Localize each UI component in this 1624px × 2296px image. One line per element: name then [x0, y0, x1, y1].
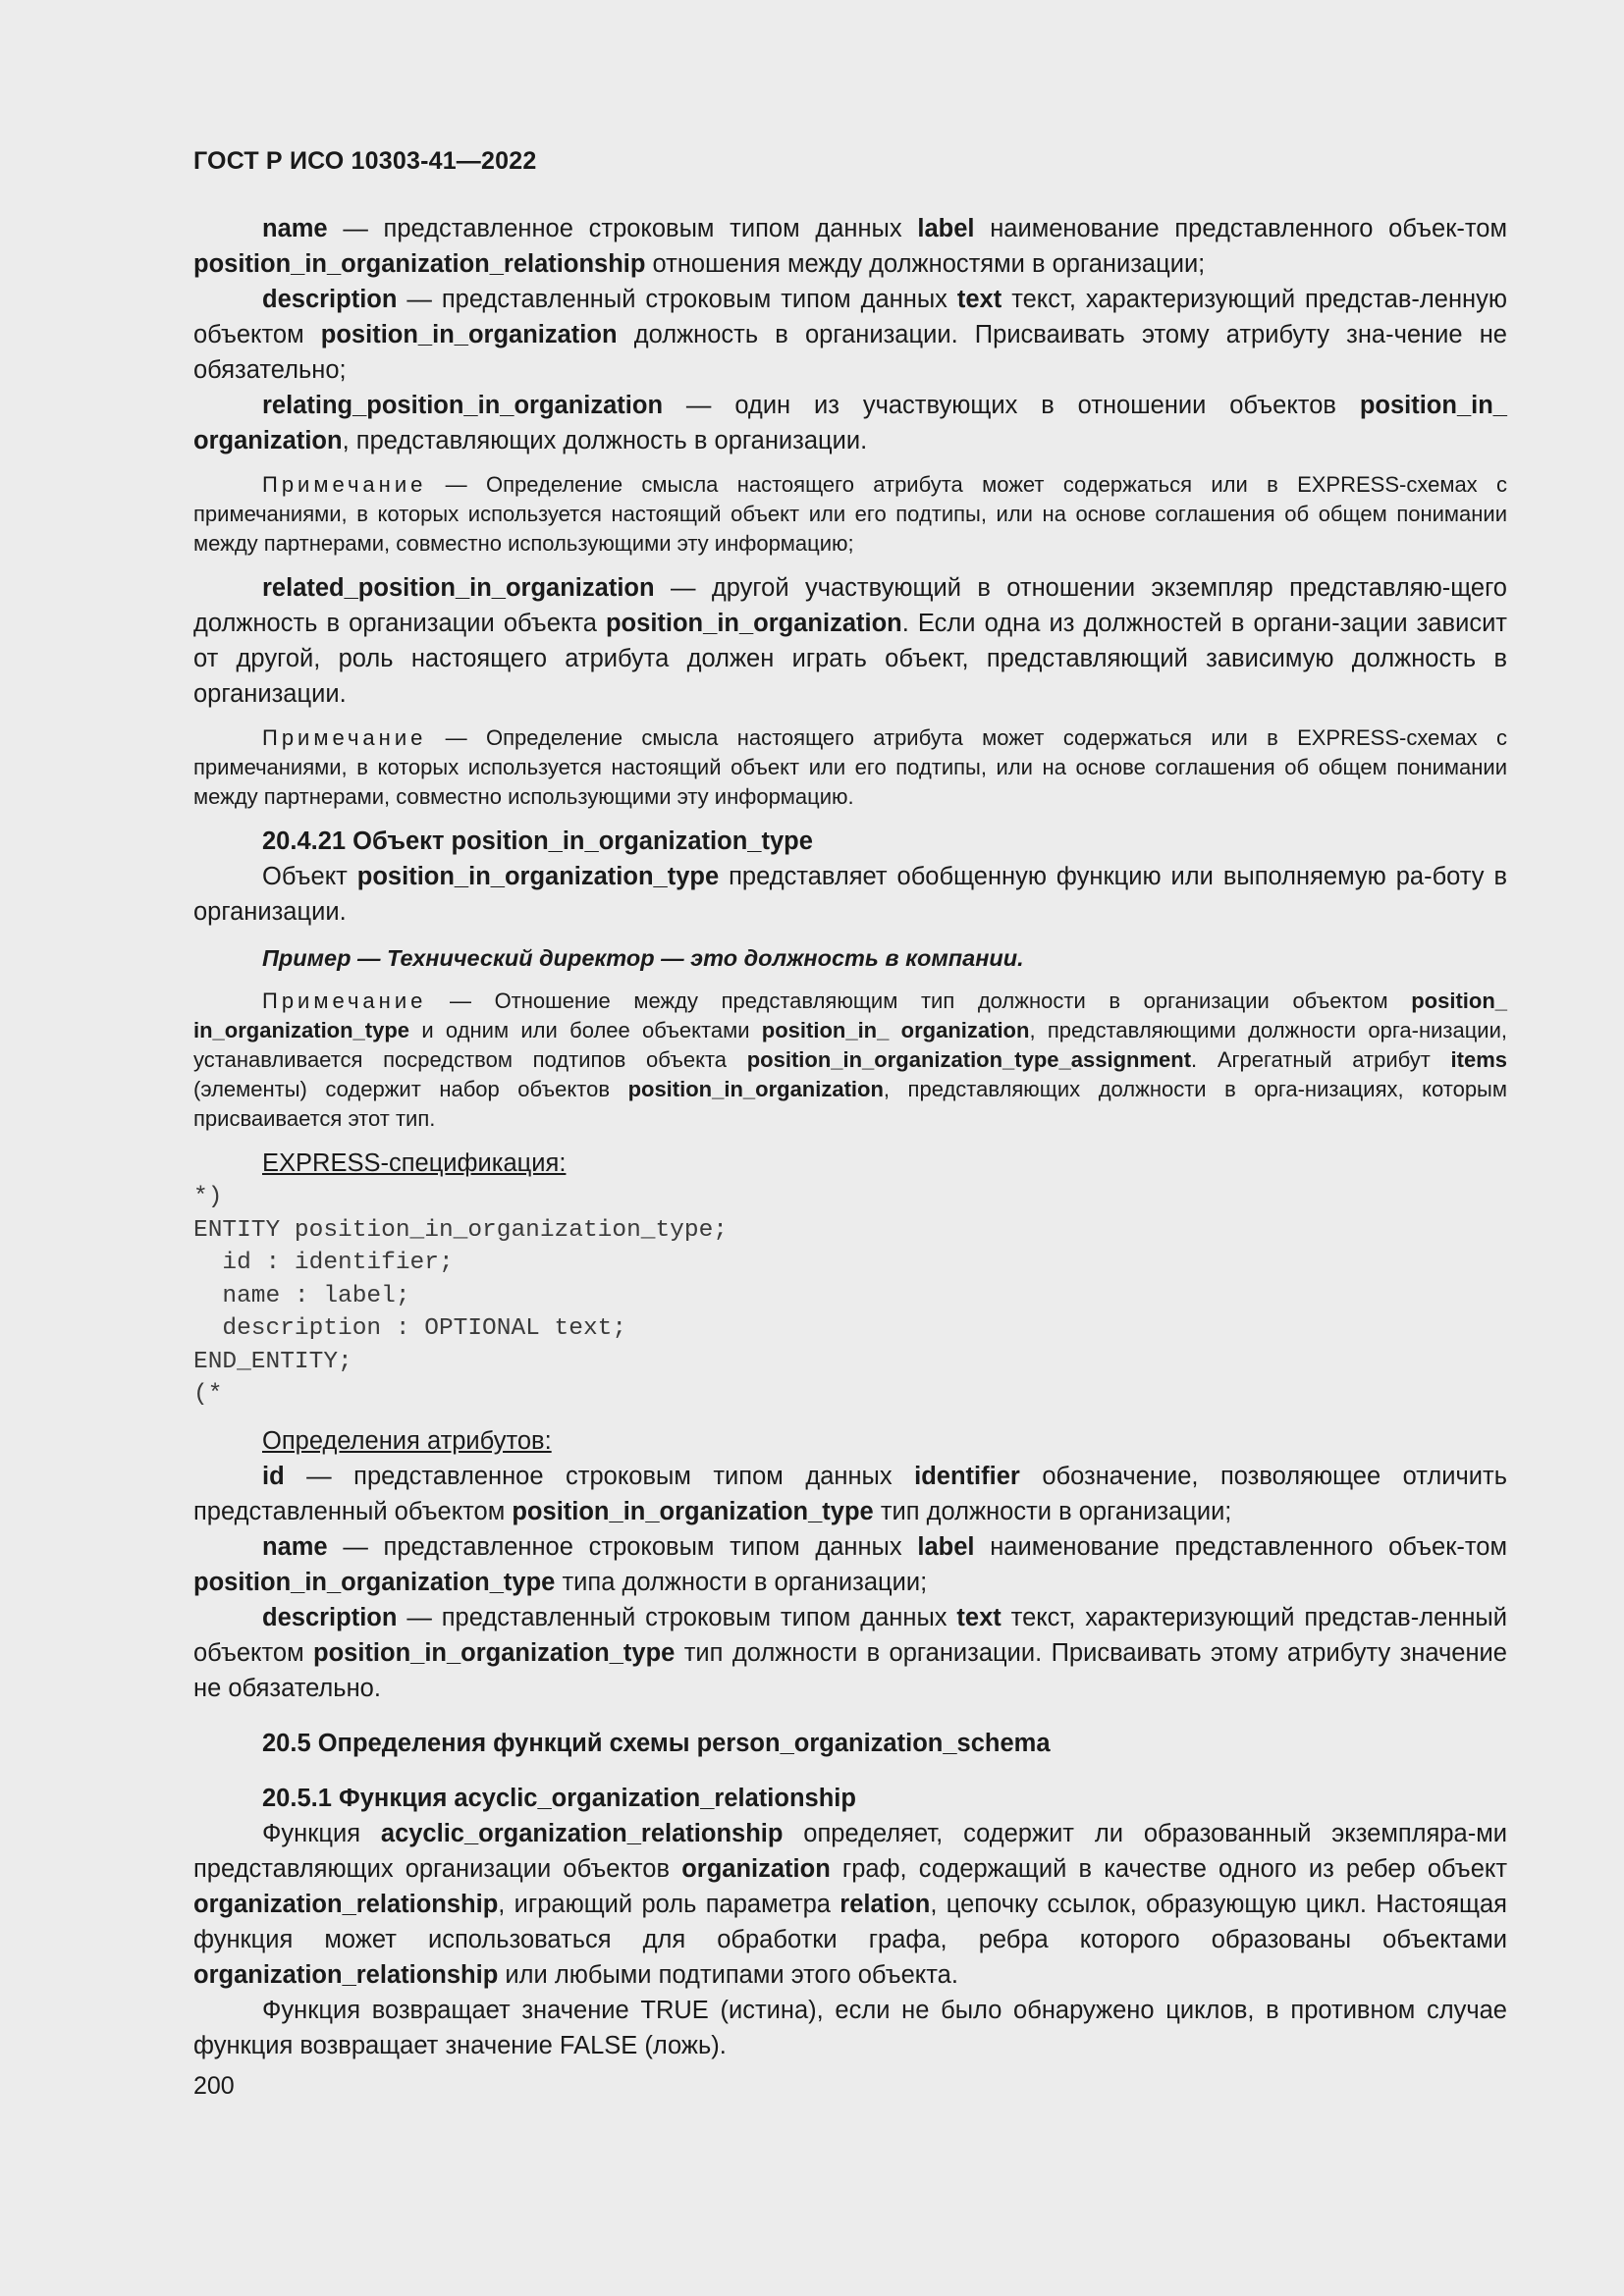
term: text — [956, 1603, 1001, 1631]
term: relation — [839, 1890, 931, 1918]
term: relating_position_in_organization — [262, 392, 664, 419]
note-paragraph: Примечание — Определение смысла настоящего атрибута может содержаться или в EXPRESS-схемах с примечаниями, в которых используется настоящий объект или его подтипы, или на основе соглашения об общем понимании между партнерами, совместно использующими эту информацию. — [193, 725, 1507, 809]
section-heading-20-4-21: 20.4.21 Объект position_in_organization_type — [262, 828, 813, 855]
term: position_in_organization_type — [193, 1568, 556, 1596]
term: position_in_organization_type — [313, 1638, 676, 1667]
note-paragraph: Примечание — Определение смысла настоящего атрибута может содержаться или в EXPRESS-схемах с примечаниями, в которых используется настоящий объект или его подтипы, или на основе соглашения об общем понимании между партнерами, совместно использующими эту информацию; — [193, 472, 1507, 556]
attr-description-paragraph: description — представленный строковым типом данных text текст, характеризующий представ-ленную объектом position_in_organization должность в организации. Присваивать этому атрибуту зна-чение не обязательно; — [193, 286, 1507, 384]
term: position_in_organization — [605, 610, 902, 637]
section-heading-20-5-1: 20.5.1 Функция acyclic_organization_relationship — [262, 1784, 856, 1812]
attr-relating-paragraph: relating_position_in_organization — один из участвующих в отношении объектов position_in_ organization, представляющих должность в организации. — [193, 392, 1507, 454]
attr-description-type-paragraph: description — представленный строковым типом данных text текст, характеризующий представ-ленный объектом position_in_organization_type тип должности в организации. Присваивать этому атрибуту значение не обязательно. — [193, 1603, 1508, 1702]
term: position_ in_organization_type — [193, 988, 1507, 1042]
function-return-paragraph: Функция возвращает значение TRUE (истина), если не было обнаружено циклов, в противном случае функция возвращает значение FALSE (ложь). — [193, 1996, 1507, 2059]
express-spec-heading: EXPRESS-спецификация: — [262, 1149, 567, 1177]
document-header: ГОСТ Р ИСО 10303-41—2022 — [193, 147, 537, 175]
term: items — [1450, 1047, 1507, 1072]
attr-definitions-heading: Определения атрибутов: — [262, 1426, 552, 1455]
term: position_in_organization_type — [356, 863, 720, 890]
term: position_in_organization_relationship — [193, 250, 646, 278]
function-description-paragraph: Функция acyclic_organization_relationship определяет, содержит ли образованный экземпляра-ми представляющих организации объектов organization граф, содержащий в качестве одного из ребер объект organization_relationship, играющий роль параметра relation, цепочку ссылок, образующую цикл. Настоящая функция может использоваться для обработки графа, ребра которого образованы объектами organization_relationship или любыми подтипами этого объекта. — [193, 1819, 1507, 1989]
term: position_in_organization_type_assignment — [746, 1047, 1192, 1072]
term: identifier — [914, 1462, 1020, 1490]
entity-intro-paragraph: Объект position_in_organization_type представляет обобщенную функцию или выполняемую ра-боту в организации. — [193, 863, 1507, 926]
page-content — [193, 147, 1507, 2103]
term: id — [262, 1462, 285, 1490]
term: name — [262, 1532, 328, 1561]
section-heading-20-5: 20.5 Определения функций схемы person_organization_schema — [262, 1729, 1051, 1757]
term: organization — [681, 1854, 831, 1883]
attr-id-paragraph: id — представленное строковым типом данных identifier обозначение, позволяющее отличить представленный объектом position_in_organization_type тип должности в организации; — [193, 1462, 1507, 1525]
attr-name-paragraph: name — представленное строковым типом данных label наименование представленного объек-том position_in_organization_type типа должности в организации; — [193, 1532, 1507, 1596]
term: organization_relationship — [193, 1960, 499, 1989]
term: description — [262, 286, 398, 313]
term: position_in_ organization — [761, 1018, 1030, 1042]
term: position_in_organization_type — [512, 1497, 874, 1525]
note-label: Примечание — [262, 725, 427, 750]
term: position_in_organization — [320, 321, 618, 348]
term: description — [262, 1603, 398, 1631]
term: name — [262, 215, 328, 242]
term: label — [917, 1532, 975, 1561]
term: label — [917, 215, 975, 242]
attr-name-relationship-paragraph: name — представленное строковым типом данных label наименование представленного объек-том position_in_organization_relationship отношения между должностями в организации; — [193, 215, 1507, 278]
term: organization_relationship — [193, 1890, 499, 1918]
term: text — [956, 286, 1002, 313]
term: related_position_in_organization — [262, 574, 655, 602]
note-label: Примечание — [262, 472, 427, 497]
term: position_in_ organization — [193, 392, 1507, 454]
express-code-block: *) ENTITY position_in_organization_type; id : identifier; name : label; description : OPTIONAL text; END_ENTITY; (* — [193, 1184, 728, 1408]
example-paragraph: Пример — Технический директор — это должность в компании. — [262, 945, 1024, 971]
page-number: 200 — [193, 2071, 235, 2100]
term: acyclic_organization_relationship — [380, 1819, 784, 1847]
term: position_in_organization — [627, 1077, 884, 1101]
attr-related-paragraph: related_position_in_organization — другой участвующий в отношении экземпляр представляю-щего должность в организации объекта position_in_organization. Если одна из должностей в органи-зации зависит от другой, роль настоящего атрибута должен играть объект, представляющий зависимую должность в организации. — [193, 574, 1507, 708]
note-paragraph: Примечание — Отношение между представляющим тип должности в организации объектом position_ in_organization_type и одним или более объектами position_in_ organization, представляющими должности орга-низации, устанавливается посредством подтипов объекта position_in_organization_type_assignment. Агрегатный атрибут items (элементы) содержит набор объектов position_in_organization, представляющих должности в орга-низациях, которым присваивается этот тип. — [193, 988, 1507, 1131]
note-label: Примечание — [262, 988, 427, 1013]
